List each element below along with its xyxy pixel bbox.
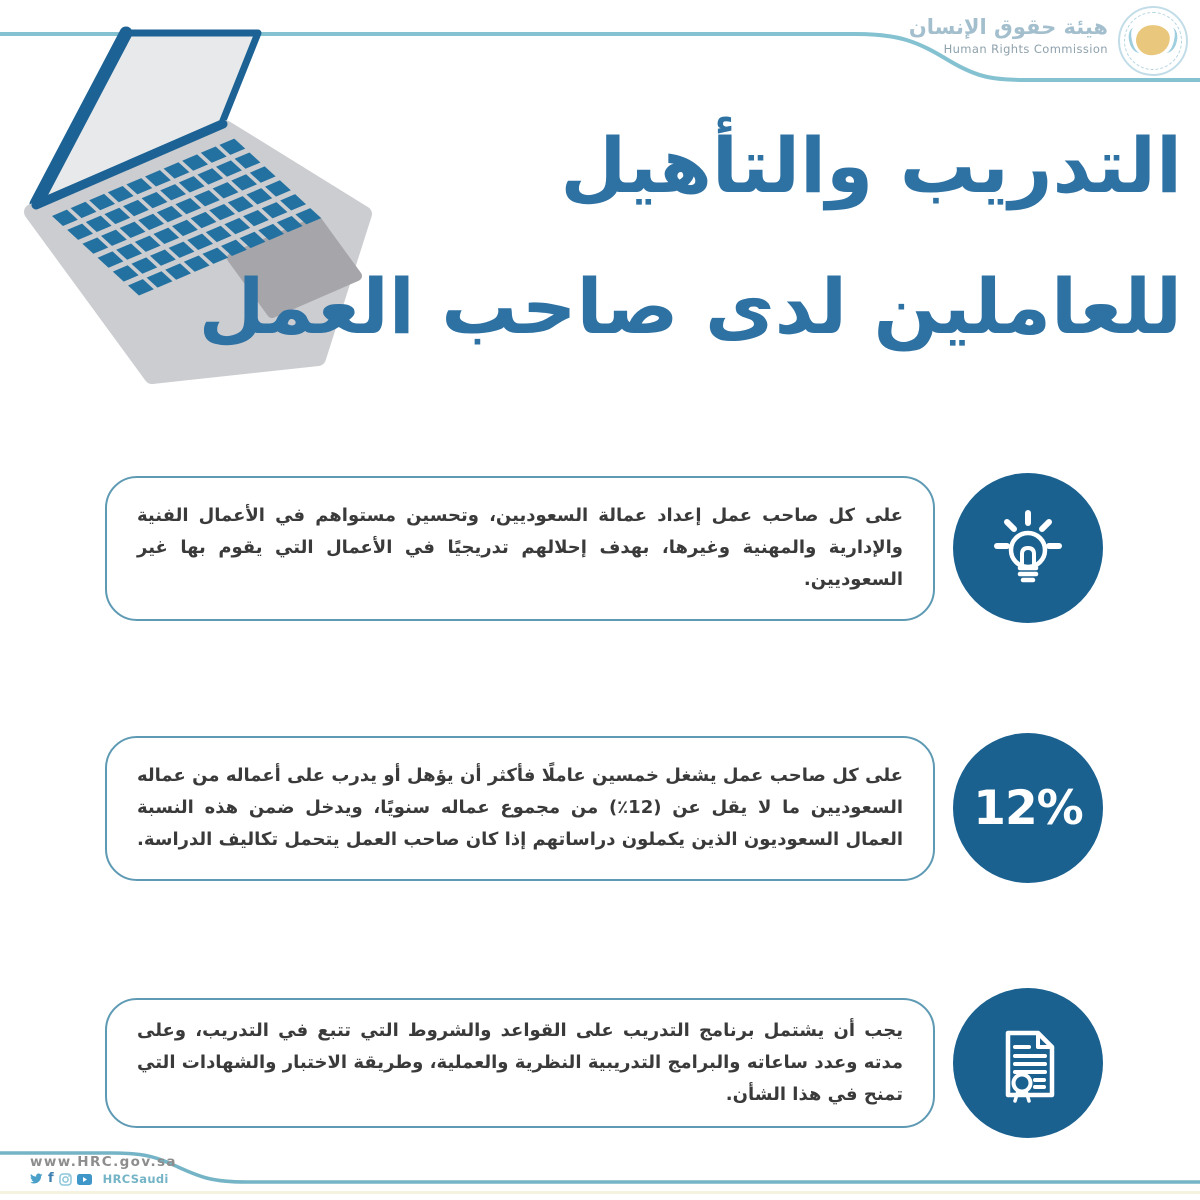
card-circle-1 [953,473,1103,623]
hrc-logo-english: Human Rights Commission [943,42,1108,57]
website-url: www.HRC.gov.sa [30,1154,177,1170]
certificate-icon [982,1017,1074,1109]
card-box-3 [105,998,935,1128]
twitter-icon [29,1173,43,1185]
card-row-2 [105,733,1103,883]
bottom-faint-strip [0,1191,1200,1194]
hrc-emblem-icon [1118,6,1188,76]
page-title-line1: التدريب والتأهيل [560,121,1182,210]
social-row [29,1172,169,1186]
page-title [199,120,1182,352]
card-text-3: يجب أن يشتمل برنامج التدريب على القواعد والشروط التي تتبع في التدريب، وعلى مدته وعدد ساعاته والبرامج التدريبية النظرية والعملية، وطريقة الاختبار والشهادات التي تمنح في هذا الشأن. [137,1019,903,1106]
hrc-logo-text [909,16,1108,56]
card-circle-2 [953,733,1103,883]
card-text-2: على كل صاحب عمل يشغل خمسين عاملًا فأكثر أن يؤهل أو يدرب على أعماله من عماله السعوديين ما لا يقل عن (12٪) من مجموع عماله سنويًا، ويدخل ضمن هذه النسبة العمال السعوديون الذين يكملون دراساتهم إذا كان صاحب العمل يتحمل تكاليف الدراسة. [137,764,903,851]
bottom-curve-line [0,1153,1200,1182]
card-box-2 [105,736,935,881]
card-row-1 [105,473,1103,623]
hrc-logo-arabic: هيئة حقوق الإنسان [908,15,1108,39]
card-circle-3 [953,988,1103,1138]
youtube-icon [77,1174,92,1185]
instagram-icon [59,1173,72,1186]
card-row-3 [105,988,1103,1138]
facebook-icon: f [48,1171,54,1186]
social-handle: HRCSaudi [102,1172,169,1186]
card-text-1: على كل صاحب عمل إعداد عمالة السعوديين، وتحسين مستواهم في الأعمال الفنية والإدارية والمهنية وغيرها، بهدف إحلالهم تدريجيًا في الأعمال التي يقوم بها غير السعوديين. [137,504,903,591]
percentage-badge: 12% [973,780,1083,836]
hrc-logo [909,6,1188,76]
page-title-line2: للعاملين لدى صاحب العمل [198,262,1182,352]
card-box-1 [105,476,935,621]
lightbulb-icon [982,502,1074,594]
